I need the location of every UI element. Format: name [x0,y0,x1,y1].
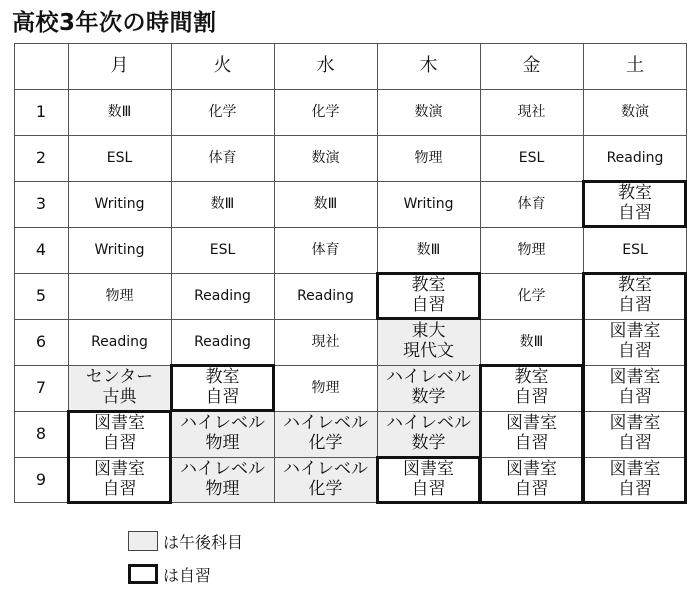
grid-line-h [14,319,687,320]
class-cell [583,227,687,273]
cell-text: Reading [194,333,251,350]
cell-text: 古典 [102,387,137,407]
class-cell [171,135,274,181]
header-corner [14,43,68,89]
class-cell [377,89,480,135]
cell-text: 物理 [517,241,546,258]
cell-text: 自習 [618,433,652,453]
self-study-cell [68,411,171,457]
cell-text: 数演 [414,103,443,120]
period-label [14,457,68,503]
day-header [171,43,274,89]
class-cell [583,89,687,135]
day-header [583,43,687,89]
cell-text: 8 [35,423,47,443]
class-cell [274,365,377,411]
legend-self-study [128,562,211,586]
cell-text: ハイレベル [386,367,471,388]
cell-text: 体育 [208,149,237,166]
cell-text: 数演 [621,103,649,120]
class-cell [583,135,687,181]
class-cell [480,181,583,227]
cell-text: 教室 [514,367,549,388]
class-cell [377,227,480,273]
cell-text: 自習 [102,433,137,453]
class-cell [480,319,583,365]
cell-text: Writing [94,195,145,212]
self-study-cell [377,273,480,319]
self-study-cell [377,457,480,503]
self-study-cell [583,273,687,319]
grid-line-h [14,457,687,458]
afternoon-class-cell [171,457,274,503]
cell-text: 図書室 [609,321,661,342]
class-cell [68,273,171,319]
cell-text: 自習 [411,295,446,315]
cell-text: 現代文 [403,341,454,361]
period-label [14,89,68,135]
period-label [14,365,68,411]
timetable [14,43,687,503]
cell-text: ESL [622,241,648,258]
class-cell [68,227,171,273]
cell-text: Reading [297,287,354,304]
class-cell [274,227,377,273]
cell-text: 教室 [618,275,652,296]
class-cell [480,89,583,135]
cell-text: 金 [522,54,541,76]
period-label [14,181,68,227]
grid-line-h [14,411,687,412]
grid-line-v [377,43,378,503]
day-header [377,43,480,89]
day-header [68,43,171,89]
cell-text: ESL [518,149,545,166]
cell-text: 自習 [514,387,549,407]
cell-text: 数Ⅲ [210,195,235,212]
grid-line-h [14,181,687,182]
grid-line-v [583,43,584,503]
afternoon-class-cell [377,411,480,457]
cell-text: 物理 [105,287,134,304]
cell-text: 図書室 [94,413,145,434]
cell-text: 図書室 [609,459,661,480]
cell-text: 化学 [311,103,340,120]
afternoon-class-cell [274,411,377,457]
cell-text: 数Ⅲ [313,195,338,212]
grid-line-h [14,273,687,274]
cell-text: 体育 [517,195,546,212]
cell-text: 数Ⅲ [107,103,132,120]
class-cell [377,135,480,181]
cell-text: 5 [35,285,47,305]
cell-text: 現社 [517,103,546,120]
cell-text: ハイレベル [283,459,368,480]
cell-text: 物理 [205,433,240,453]
cell-text: 物理 [414,149,443,166]
self-study-cell [583,457,687,503]
cell-text: 9 [35,469,47,489]
cell-text: 化学 [208,103,237,120]
cell-text: 火 [213,54,232,76]
class-cell [274,181,377,227]
self-study-cell [583,319,687,365]
cell-text: 1 [35,101,47,121]
cell-text: 自習 [618,203,652,223]
self-study-cell [480,411,583,457]
class-cell [68,135,171,181]
period-label [14,227,68,273]
cell-text: センター [85,367,154,388]
cell-text: 化学 [308,479,343,499]
class-cell [274,319,377,365]
self-study-cell [68,457,171,503]
cell-text: Reading [606,149,664,166]
cell-text: 体育 [311,241,340,258]
cell-text: 3 [35,193,47,213]
grid-line-h [14,227,687,228]
class-cell [171,89,274,135]
class-cell [480,227,583,273]
cell-text: 図書室 [94,459,145,480]
cell-text: 教室 [618,183,652,204]
class-cell [171,181,274,227]
period-label [14,411,68,457]
self-study-cell [583,365,687,411]
class-cell [68,319,171,365]
cell-text: 現社 [311,333,340,350]
cell-text: 図書室 [506,413,557,434]
legend-label-self-study: は自習 [163,565,212,585]
cell-text: 図書室 [506,459,557,480]
cell-text: 数演 [311,149,340,166]
cell-text: 化学 [517,287,546,304]
grid-line-v [171,43,172,503]
day-header [480,43,583,89]
grid-line-h [14,89,687,90]
cell-text: 教室 [205,367,240,388]
grid-line-h [14,135,687,136]
class-cell [480,135,583,181]
cell-text: 数Ⅲ [519,333,544,350]
cell-text: Writing [403,195,454,212]
cell-text: 7 [35,377,47,397]
class-cell [274,273,377,319]
class-cell [480,273,583,319]
class-cell [171,227,274,273]
legend-afternoon [128,529,243,553]
cell-text: ハイレベル [283,413,368,434]
cell-text: Writing [94,241,145,258]
self-study-cell [583,411,687,457]
grid-line-v [274,43,275,503]
afternoon-class-cell [377,365,480,411]
grid-line-v [686,43,687,503]
afternoon-class-cell [377,319,480,365]
grid-line-h [14,43,687,44]
cell-text: Reading [194,287,251,304]
self-study-cell [480,365,583,411]
cell-text: 自習 [205,387,240,407]
afternoon-class-cell [68,365,171,411]
period-label [14,273,68,319]
afternoon-class-cell [171,411,274,457]
self-study-cell [583,181,687,227]
cell-text: ハイレベル [180,459,265,480]
cell-text: 物理 [311,379,340,396]
cell-text: 自習 [618,387,652,407]
cell-text: 物理 [205,479,240,499]
cell-text: 図書室 [609,367,661,388]
class-cell [68,181,171,227]
cell-text: 化学 [308,433,343,453]
class-cell [274,135,377,181]
grid-line-v [68,43,69,503]
grid-line-v [480,43,481,503]
cell-text: 土 [626,54,644,76]
cell-text: 図書室 [609,413,661,434]
self-study-swatch [128,564,158,584]
grid-line-v [14,43,15,503]
cell-text: 2 [35,147,47,167]
grid-line-h [14,502,687,503]
cell-text: 自習 [411,479,446,499]
legend-label-afternoon: は午後科目 [163,532,244,552]
class-cell [171,319,274,365]
self-study-cell [480,457,583,503]
cell-text: 自習 [618,479,652,499]
cell-text: Reading [91,333,148,350]
cell-text: 月 [110,54,129,76]
cell-text: 東大 [411,321,446,342]
cell-text: 図書室 [403,459,454,480]
cell-text: 自習 [618,295,652,315]
class-cell [274,89,377,135]
period-label [14,135,68,181]
afternoon-class-cell [274,457,377,503]
cell-text: 4 [35,239,47,259]
cell-text: ハイレベル [386,413,471,434]
class-cell [377,181,480,227]
period-label [14,319,68,365]
cell-text: ESL [209,241,236,258]
day-header [274,43,377,89]
cell-text: 自習 [102,479,137,499]
class-cell [171,273,274,319]
cell-text: 木 [419,54,438,76]
cell-text: 自習 [514,433,549,453]
cell-text: 6 [35,331,47,351]
cell-text: 水 [316,54,335,76]
cell-text: 数学 [411,433,446,453]
class-cell [68,89,171,135]
cell-text: 数学 [411,387,446,407]
grid-line-h [14,365,687,366]
self-study-cell [171,365,274,411]
cell-text: ハイレベル [180,413,265,434]
cell-text: 自習 [514,479,549,499]
cell-text: 数Ⅲ [416,241,441,258]
afternoon-swatch [128,531,158,551]
cell-text: 教室 [411,275,446,296]
cell-text: ESL [106,149,133,166]
cell-text: 自習 [618,341,652,361]
page-title: 高校3年次の時間割 [12,10,217,36]
